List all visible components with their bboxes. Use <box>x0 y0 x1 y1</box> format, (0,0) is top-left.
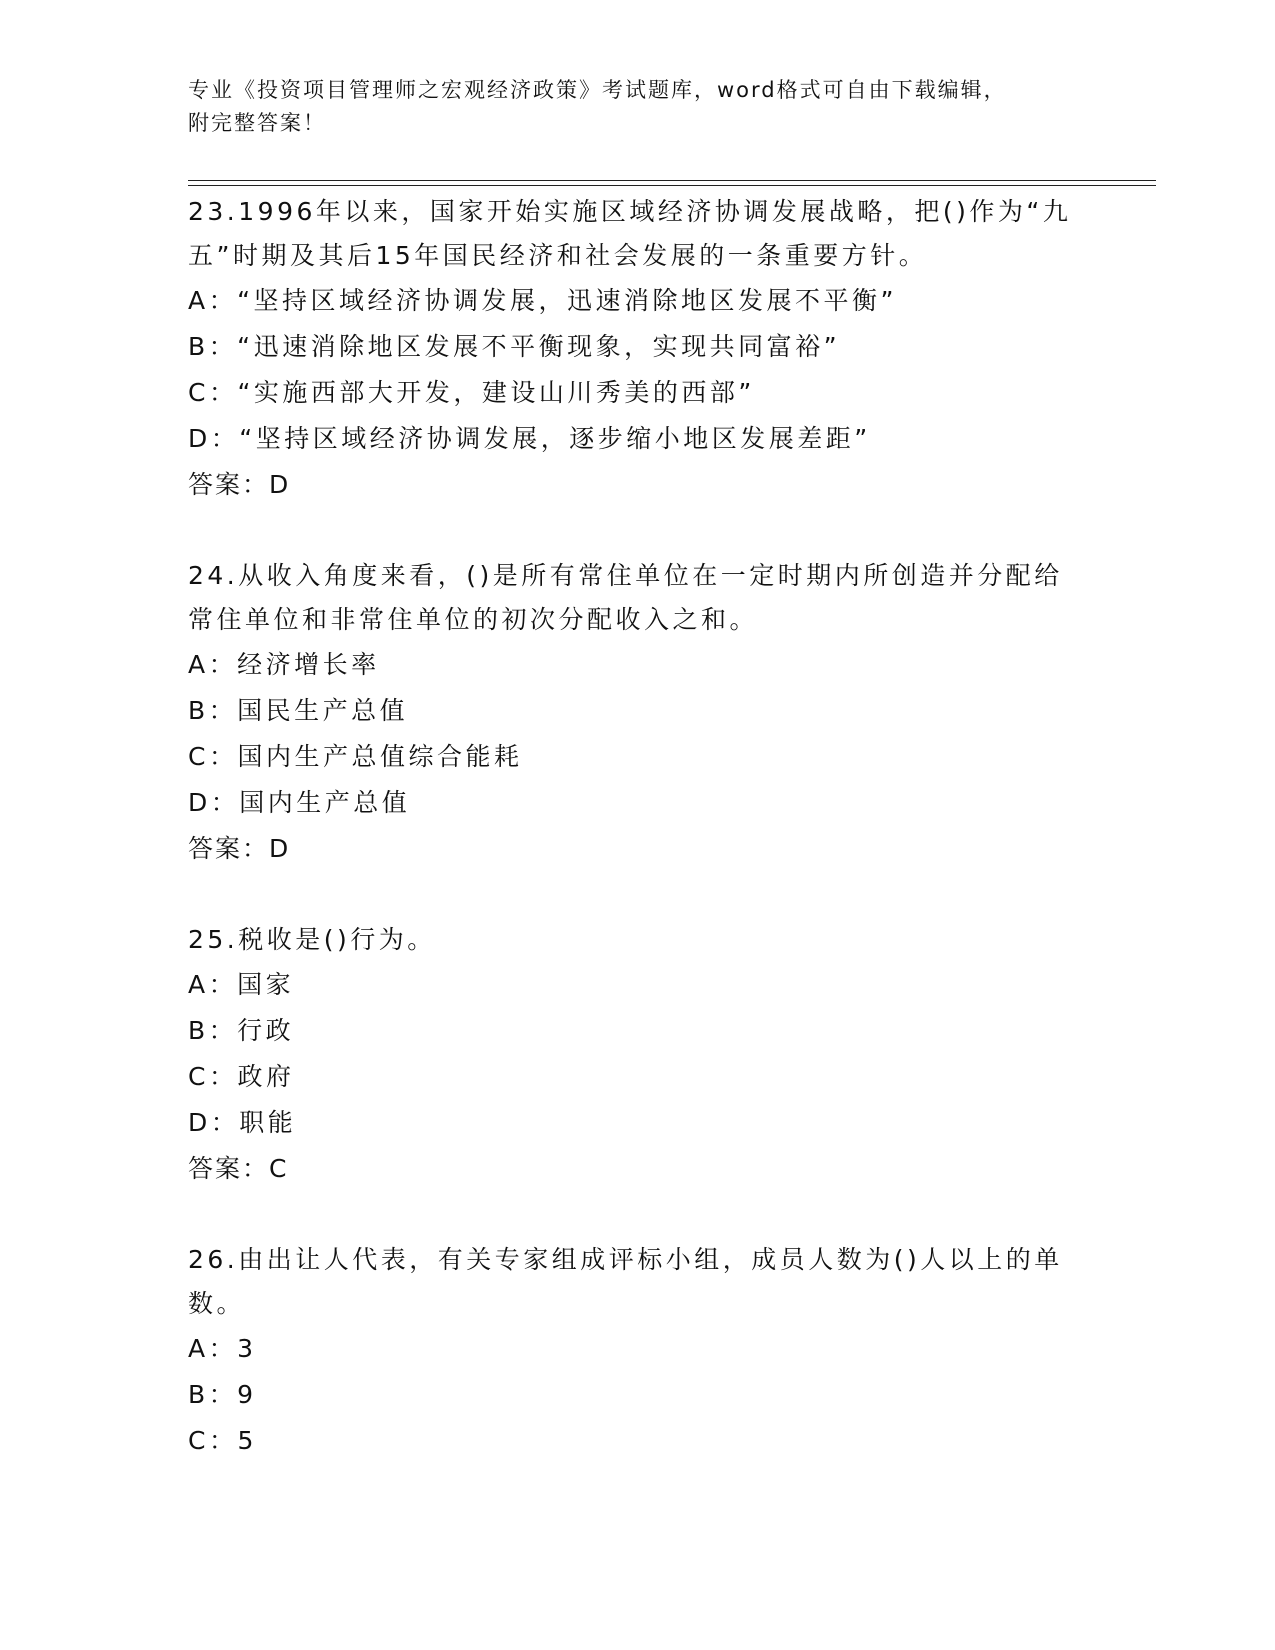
question-block <box>188 918 1088 1192</box>
question-text-line: 25.税收是()行为。 <box>188 925 436 954</box>
answer-option: A：3 <box>188 1334 257 1363</box>
answer-option: A：“坚持区域经济协调发展，迅速消除地区发展不平衡” <box>188 286 898 315</box>
document-header <box>188 74 1068 140</box>
header-line-1: 专业《投资项目管理师之宏观经济政策》考试题库，word格式可自由下载编辑， <box>188 78 1007 102</box>
header-line-2: 附完整答案！ <box>188 111 326 135</box>
question-text-line: 常住单位和非常住单位的初次分配收入之和。 <box>188 605 759 634</box>
answer-option: B：9 <box>188 1380 257 1409</box>
question-list <box>188 190 1088 1510</box>
answer-option: D：职能 <box>188 1108 297 1137</box>
answer-option: B：行政 <box>188 1016 295 1045</box>
answer-key: 答案：C <box>188 1154 289 1183</box>
answer-option: D：“坚持区域经济协调发展，逐步缩小地区发展差距” <box>188 424 871 453</box>
answer-option: B：“迅速消除地区发展不平衡现象，实现共同富裕” <box>188 332 841 361</box>
question-text-line: 26.由出让人代表，有关专家组成评标小组，成员人数为()人以上的单 <box>188 1245 1063 1274</box>
question-block <box>188 190 1088 508</box>
answer-key: 答案：D <box>188 834 291 863</box>
question-text-line: 24.从收入角度来看，()是所有常住单位在一定时期内所创造并分配给 <box>188 561 1063 590</box>
answer-option: C：国内生产总值综合能耗 <box>188 742 523 771</box>
answer-option: C：“实施西部大开发，建设山川秀美的西部” <box>188 378 755 407</box>
answer-option: C：政府 <box>188 1062 295 1091</box>
question-text-line: 数。 <box>188 1289 246 1318</box>
answer-option: D：国内生产总值 <box>188 788 411 817</box>
answer-option: A：国家 <box>188 970 295 999</box>
question-text-line: 23.1996年以来，国家开始实施区域经济协调发展战略，把()作为“九 <box>188 197 1072 226</box>
question-text-line: 五”时期及其后15年国民经济和社会发展的一条重要方针。 <box>188 241 928 270</box>
question-block <box>188 1238 1088 1464</box>
answer-option: C：5 <box>188 1426 257 1455</box>
answer-option: B：国民生产总值 <box>188 696 409 725</box>
question-block <box>188 554 1088 872</box>
answer-key: 答案：D <box>188 470 291 499</box>
header-divider-top <box>188 180 1156 181</box>
header-divider-bottom <box>188 185 1156 186</box>
answer-option: A：经济增长率 <box>188 650 380 679</box>
